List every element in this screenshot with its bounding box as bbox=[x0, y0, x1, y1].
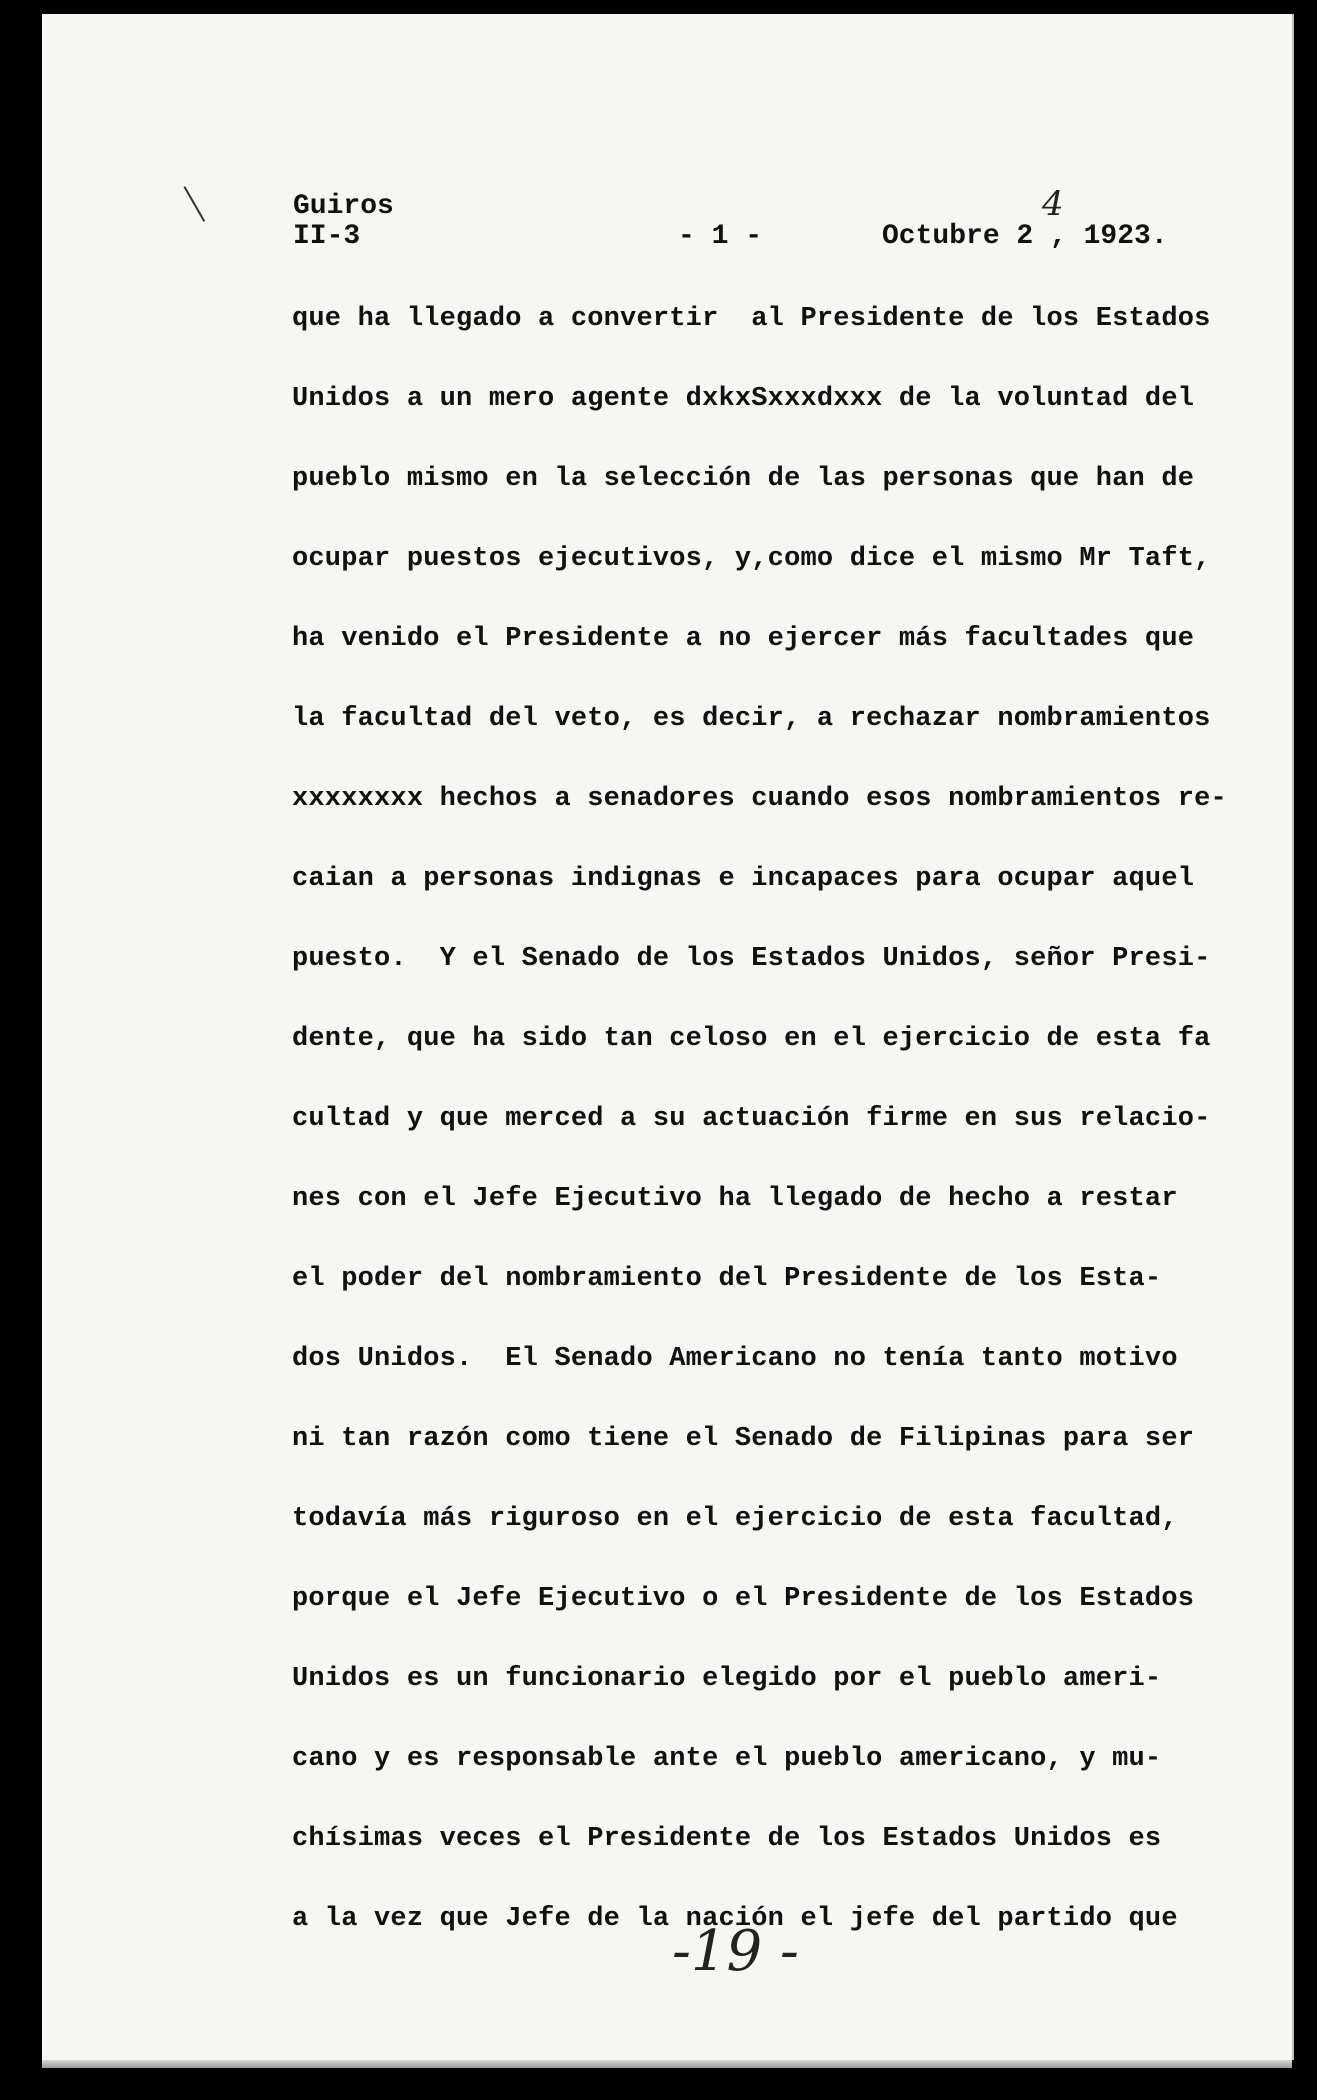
body-line: ni tan razón como tiene el Senado de Filipinas para ser bbox=[292, 1424, 1195, 1454]
body-line: Unidos es un funcionario elegido por el pueblo ameri- bbox=[292, 1664, 1162, 1694]
body-line: xxxxxxxx hechos a senadores cuando esos nombramientos re- bbox=[292, 784, 1227, 814]
body-line: dente, que ha sido tan celoso en el ejercicio de esta fa bbox=[292, 1024, 1211, 1054]
header-left-block bbox=[293, 192, 394, 252]
document-page bbox=[42, 14, 1294, 2060]
body-line: a la vez que Jefe de la nación el jefe del partido que bbox=[292, 1904, 1178, 1934]
body-line: que ha llegado a convertir al Presidente de los Estados bbox=[292, 304, 1211, 334]
body-line: porque el Jefe Ejecutivo o el Presidente de los Estados bbox=[292, 1584, 1195, 1614]
body-line: la facultad del veto, es decir, a rechazar nombramientos bbox=[292, 704, 1211, 734]
header-author: Guiros bbox=[293, 191, 394, 222]
body-line: el poder del nombramiento del Presidente de los Esta- bbox=[292, 1264, 1162, 1294]
body-line: todavía más riguroso en el ejercicio de esta facultad, bbox=[292, 1504, 1178, 1534]
body-line: chísimas veces el Presidente de los Estados Unidos es bbox=[292, 1824, 1162, 1854]
header-page-marker: - 1 - bbox=[678, 221, 763, 252]
body-line: nes con el Jefe Ejecutivo ha llegado de hecho a restar bbox=[292, 1184, 1178, 1214]
header-code: II-3 bbox=[293, 221, 361, 252]
body-line: puesto. Y el Senado de los Estados Unidos, señor Presi- bbox=[292, 944, 1211, 974]
body-line: dos Unidos. El Senado Americano no tenía tanto motivo bbox=[292, 1344, 1178, 1374]
body-line: cultad y que merced a su actuación firme en sus relacio- bbox=[292, 1104, 1211, 1134]
sheet-bottom-edge bbox=[42, 2060, 1292, 2068]
handwritten-page-number: -19 - bbox=[672, 1919, 799, 1984]
body-line: ha venido el Presidente a no ejercer más facultades que bbox=[292, 624, 1195, 654]
body-line: pueblo mismo en la selección de las personas que han de bbox=[292, 464, 1195, 494]
body-line: caian a personas indignas e incapaces para ocupar aquel bbox=[292, 864, 1195, 894]
body-line: Unidos a un mero agente dxkxSxxxdxxx de la voluntad del bbox=[292, 384, 1195, 414]
typed-body-text bbox=[292, 304, 1227, 1984]
body-line: ocupar puestos ejecutivos, y,como dice el mismo Mr Taft, bbox=[292, 544, 1211, 574]
pencil-mark bbox=[183, 176, 222, 222]
header-date: Octubre 2 , 1923. bbox=[882, 221, 1168, 252]
body-line: cano y es responsable ante el pueblo americano, y mu- bbox=[292, 1744, 1162, 1774]
handwritten-day-correction: 4 bbox=[1042, 184, 1064, 224]
